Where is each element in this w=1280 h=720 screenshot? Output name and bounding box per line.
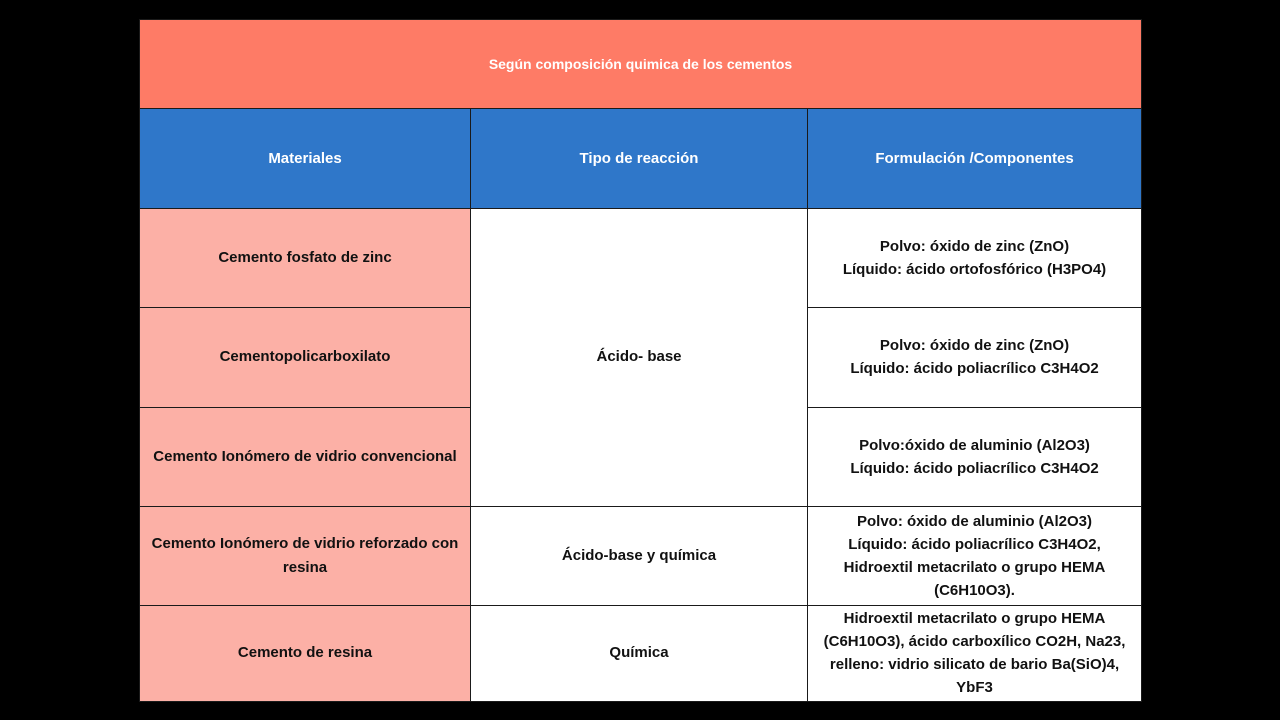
formula-line: Polvo:óxido de aluminio (Al2O3) — [859, 436, 1090, 454]
cement-composition-table — [139, 19, 1142, 702]
header-materiales: Materiales — [140, 109, 471, 209]
formula-line: Líquido: ácido poliacrílico C3H4O2 — [850, 459, 1099, 477]
table-row — [140, 605, 1142, 701]
formula-cell — [808, 506, 1142, 605]
table-row — [140, 209, 1142, 308]
formula-cell — [808, 407, 1142, 506]
reaction-cell: Ácido-base y química — [471, 506, 808, 605]
formula-line: YbF3 — [956, 679, 993, 697]
formula-line: Polvo: óxido de zinc (ZnO) — [879, 238, 1070, 256]
formula-cell — [808, 308, 1142, 407]
formula-line: Líquido: ácido ortofosfórico (H3PO4) — [842, 261, 1107, 279]
material-cell: Cemento Ionómero de vidrio convencional — [140, 407, 471, 506]
formula-line: Hidroextil metacrilato o grupo HEMA — [843, 558, 1106, 576]
formula-line: Polvo: óxido de aluminio (Al2O3) — [857, 512, 1093, 530]
material-cell: Cemento fosfato de zinc — [140, 209, 471, 308]
formula-line: (C6H10O3). — [934, 581, 1015, 599]
material-cell: Cemento de resina — [140, 605, 471, 701]
formula-line: Hidroextil metacrilato o grupo HEMA — [843, 610, 1106, 628]
formula-line: Líquido: ácido poliacrílico C3H4O2, — [848, 535, 1101, 553]
reaction-cell-shared: Ácido- base — [471, 209, 808, 506]
formula-line: relleno: vidrio silicato de bario Ba(SiO)4, — [829, 656, 1120, 674]
material-cell: Cementopolicarboxilato — [140, 308, 471, 407]
formula-cell — [808, 605, 1142, 701]
title-row — [140, 20, 1142, 109]
reaction-cell: Química — [471, 605, 808, 701]
table-row — [140, 506, 1142, 605]
formula-line: (C6H10O3), ácido carboxílico CO2H, Na23, — [823, 633, 1126, 651]
material-cell: Cemento Ionómero de vidrio reforzado con resina — [140, 506, 471, 605]
header-tipo-reaccion: Tipo de reacción — [471, 109, 808, 209]
table-title: Según composición quimica de los cementos — [140, 20, 1142, 109]
formula-line: Polvo: óxido de zinc (ZnO) — [879, 337, 1070, 355]
cement-composition-sheet — [139, 19, 1141, 702]
formula-cell — [808, 209, 1142, 308]
formula-line: Líquido: ácido poliacrílico C3H4O2 — [850, 360, 1099, 378]
header-row — [140, 109, 1142, 209]
header-formulacion: Formulación /Componentes — [808, 109, 1142, 209]
